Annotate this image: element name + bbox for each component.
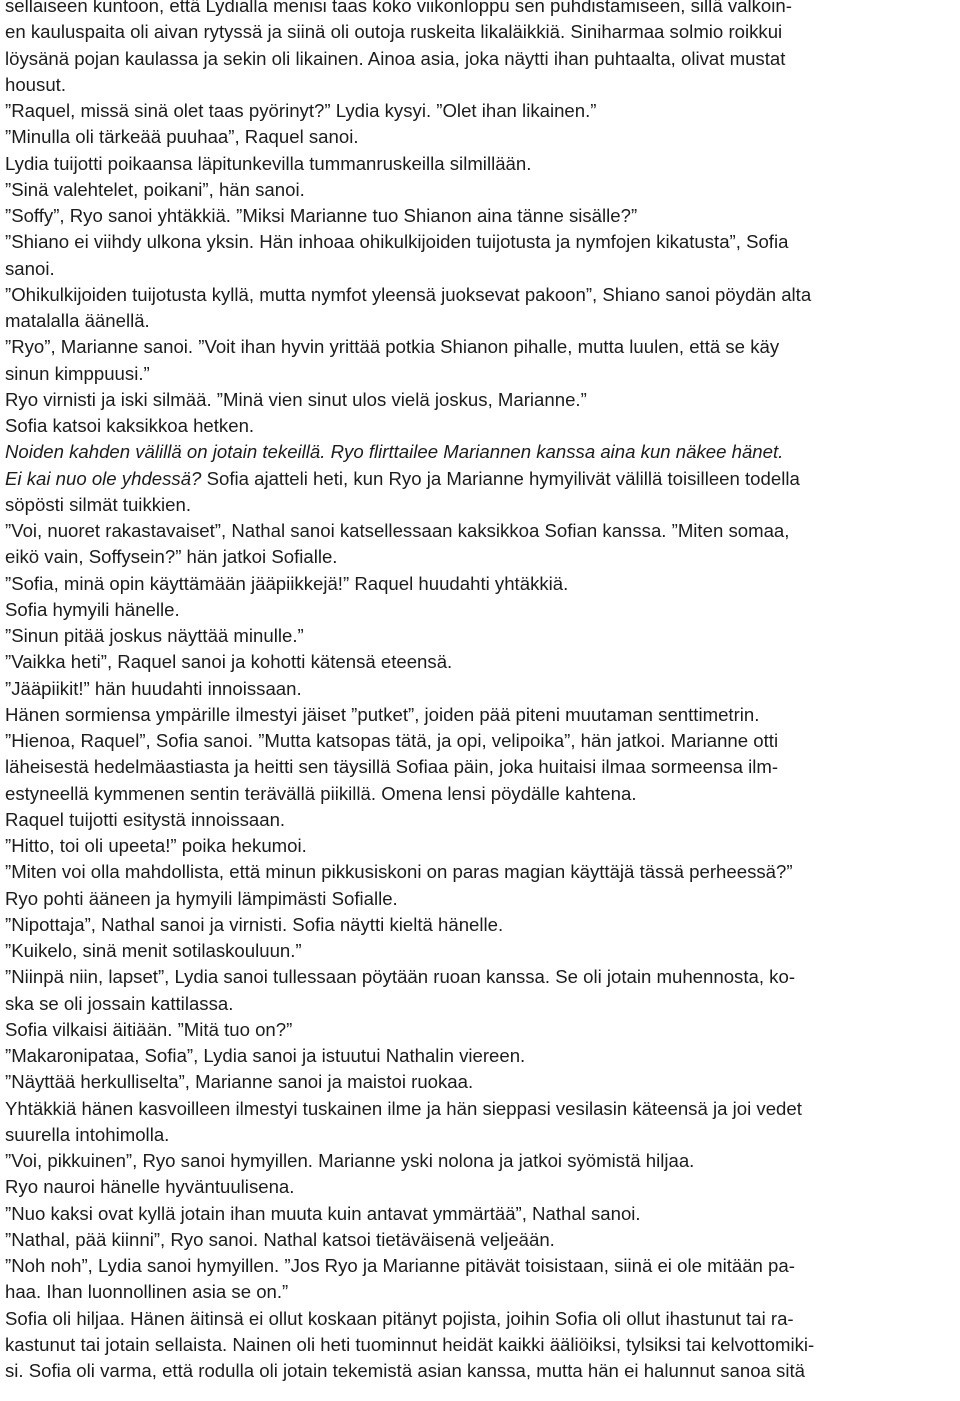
- text-line-15: sinun kimppuusi.”: [5, 362, 150, 384]
- text-line-13: matalalla äänellä.: [5, 310, 150, 331]
- text-line-27: ”Jääpiikit!” hän huudahti innoissaan.: [5, 677, 302, 699]
- text-line-30: läheisestä hedelmäastiasta ja heitti sen täysillä Sofiaa päin, joka huitaisi ilmaa sormeensa ilm-: [5, 756, 779, 778]
- text-line-28: Hänen sormiensa ympärille ilmestyi jäiset ”putket”, joiden pää piteni muutaman senttimetrin.: [5, 703, 760, 725]
- text-line-36: ”Nipottaja”, Nathal sanoi ja virnisti. Sofia näytti kieltä hänelle.: [5, 913, 504, 935]
- text-line-34: ”Miten voi olla mahdollista, että minun pikkusiskoni on paras magian käyttäjä tässä perheessä?”: [5, 861, 793, 883]
- text-line-22: eikö vain, Soffysein?” hän jatkoi Sofialle.: [5, 546, 338, 568]
- text-line-4: housut.: [5, 73, 66, 95]
- text-line-17: Sofia katsoi kaksikkoa hetken.: [5, 415, 255, 436]
- text-line-41: ”Makaronipataa, Sofia”, Lydia sanoi ja istuutui Nathalin viereen.: [5, 1045, 526, 1066]
- text-line-38: ”Niinpä niin, lapset”, Lydia sanoi tullessaan pöytään ruoan kanssa. Se oli jotain muhennosta, ko-: [5, 966, 796, 988]
- text-line-35: Ryo pohti ääneen ja hymyili lämpimästi Sofialle.: [5, 887, 398, 909]
- text-line-50: haa. Ihan luonnollinen asia se on.”: [5, 1281, 289, 1303]
- text-line-9: ”Soffy”, Ryo sanoi yhtäkkiä. ”Miksi Marianne tuo Shianon aina tänne sisälle?”: [5, 205, 638, 226]
- text-line-29: ”Hienoa, Raquel”, Sofia sanoi. ”Mutta katsopas tätä, ja opi, velipoika”, hän jatkoi. Marianne otti: [5, 730, 779, 751]
- text-line-52: kastunut tai jotain sellaista. Nainen oli heti tuominnut heidät kaikki ääliöiksi, tylsiksi tai kelvottomiki-: [5, 1333, 815, 1355]
- text-line-16: Ryo virnisti ja iski silmää. ”Minä vien sinut ulos vielä joskus, Marianne.”: [5, 388, 587, 410]
- text-line-10: ”Shiano ei viihdy ulkona yksin. Hän inhoaa ohikulkijoiden tuijotusta ja nymfojen kikatusta”, Sofia: [5, 231, 789, 253]
- text-line-33: ”Hitto, toi oli upeeta!” poika hekumoi.: [5, 835, 307, 856]
- body-text: [5, 0, 959, 1384]
- text-line-18-italic-thought: Noiden kahden välillä on jotain tekeillä. Ryo flirttailee Mariannen kanssa aina kun näkee hänet.: [5, 441, 784, 463]
- text-line-42: ”Näyttää herkulliselta”, Marianne sanoi ja maistoi ruokaa.: [5, 1071, 474, 1093]
- text-line-45: ”Voi, pikkuinen”, Ryo sanoi hymyillen. Marianne yski nolona ja jatkoi syömistä hiljaa.: [5, 1150, 695, 1171]
- text-line-25: ”Sinun pitää joskus näyttää minulle.”: [5, 625, 304, 646]
- text-line-49: ”Noh noh”, Lydia sanoi hymyillen. ”Jos Ryo ja Marianne pitävät toisistaan, siinä ei ole mitään pa-: [5, 1255, 795, 1276]
- text-line-53: si. Sofia oli varma, että rodulla oli jotain tekemistä asian kanssa, mutta hän ei halunnut sanoa sitä: [5, 1360, 805, 1381]
- text-line-51: Sofia oli hiljaa. Hänen äitinsä ei ollut koskaan pitänyt pojista, joihin Sofia oli ollut ihastunut tai ra-: [5, 1307, 794, 1329]
- text-line-3: löysänä pojan kaulassa ja sekin oli likainen. Ainoa asia, joka näytti ihan puhtaalta, olivat mustat: [5, 47, 786, 69]
- text-line-20: söpösti silmät tuikkien.: [5, 493, 192, 515]
- text-line-44: suurella intohimolla.: [5, 1123, 170, 1145]
- text-line-40: Sofia vilkaisi äitiään. ”Mitä tuo on?”: [5, 1018, 293, 1040]
- text-line-19-rest: Sofia ajatteli heti, kun Ryo ja Marianne hymyilivät välillä toisilleen todella: [201, 467, 800, 489]
- text-line-6: ”Minulla oli tärkeää puuhaa”, Raquel sanoi.: [5, 126, 359, 148]
- text-line-12: ”Ohikulkijoiden tuijotusta kyllä, mutta nymfot yleensä juoksevat pakoon”, Shiano sanoi pöydän alta: [5, 283, 812, 305]
- text-line-26: ”Vaikka heti”, Raquel sanoi ja kohotti kätensä eteensä.: [5, 651, 453, 673]
- text-line-32: Raquel tuijotti esitystä innoissaan.: [5, 808, 286, 830]
- text-line-1: sellaiseen kuntoon, että Lydialla menisi taas koko viikonloppu sen puhdistamiseen, sillä valkoin-: [5, 0, 792, 16]
- text-line-11: sanoi.: [5, 257, 55, 279]
- text-line-14: ”Ryo”, Marianne sanoi. ”Voit ihan hyvin yrittää potkia Shianon pihalle, mutta luulen, että se käy: [5, 336, 780, 358]
- text-line-7: Lydia tuijotti poikaansa läpitunkevilla tummanruskeilla silmillään.: [5, 152, 532, 174]
- text-line-21: ”Voi, nuoret rakastavaiset”, Nathal sanoi katsellessaan kaksikkoa Sofian kanssa. ”Miten somaa,: [5, 520, 790, 541]
- text-line-47: ”Nuo kaksi ovat kyllä jotain ihan muuta kuin antavat ymmärtää”, Nathal sanoi.: [5, 1202, 641, 1224]
- text-line-31: estyneellä kymmenen sentin terävällä piikillä. Omena lensi pöydälle kahtena.: [5, 782, 637, 804]
- text-line-48: ”Nathal, pää kiinni”, Ryo sanoi. Nathal katsoi tietäväisenä veljeään.: [5, 1228, 555, 1250]
- text-line-37: ”Kuikelo, sinä menit sotilaskouluun.”: [5, 940, 302, 961]
- text-line-43: Yhtäkkiä hänen kasvoilleen ilmestyi tuskainen ilme ja hän sieppasi vesilasin käteensä ja joi vedet: [5, 1097, 802, 1119]
- text-line-2: en kauluspaita oli aivan rytyssä ja siinä oli outoja ruskeita likaläikkiä. Siniharmaa solmio roikkui: [5, 21, 783, 43]
- text-line-24: Sofia hymyili hänelle.: [5, 598, 180, 620]
- text-line-5: ”Raquel, missä sinä olet taas pyörinyt?” Lydia kysyi. ”Olet ihan likainen.”: [5, 100, 597, 121]
- text-line-39: ska se oli jossain kattilassa.: [5, 992, 234, 1014]
- text-line-19: [5, 466, 959, 492]
- text-line-8: ”Sinä valehtelet, poikani”, hän sanoi.: [5, 178, 305, 200]
- text-line-23: ”Sofia, minä opin käyttämään jääpiikkejä!” Raquel huudahti yhtäkkiä.: [5, 572, 569, 594]
- text-line-46: Ryo nauroi hänelle hyväntuulisena.: [5, 1176, 295, 1198]
- italic-thought-fragment: Ei kai nuo ole yhdessä?: [5, 467, 202, 489]
